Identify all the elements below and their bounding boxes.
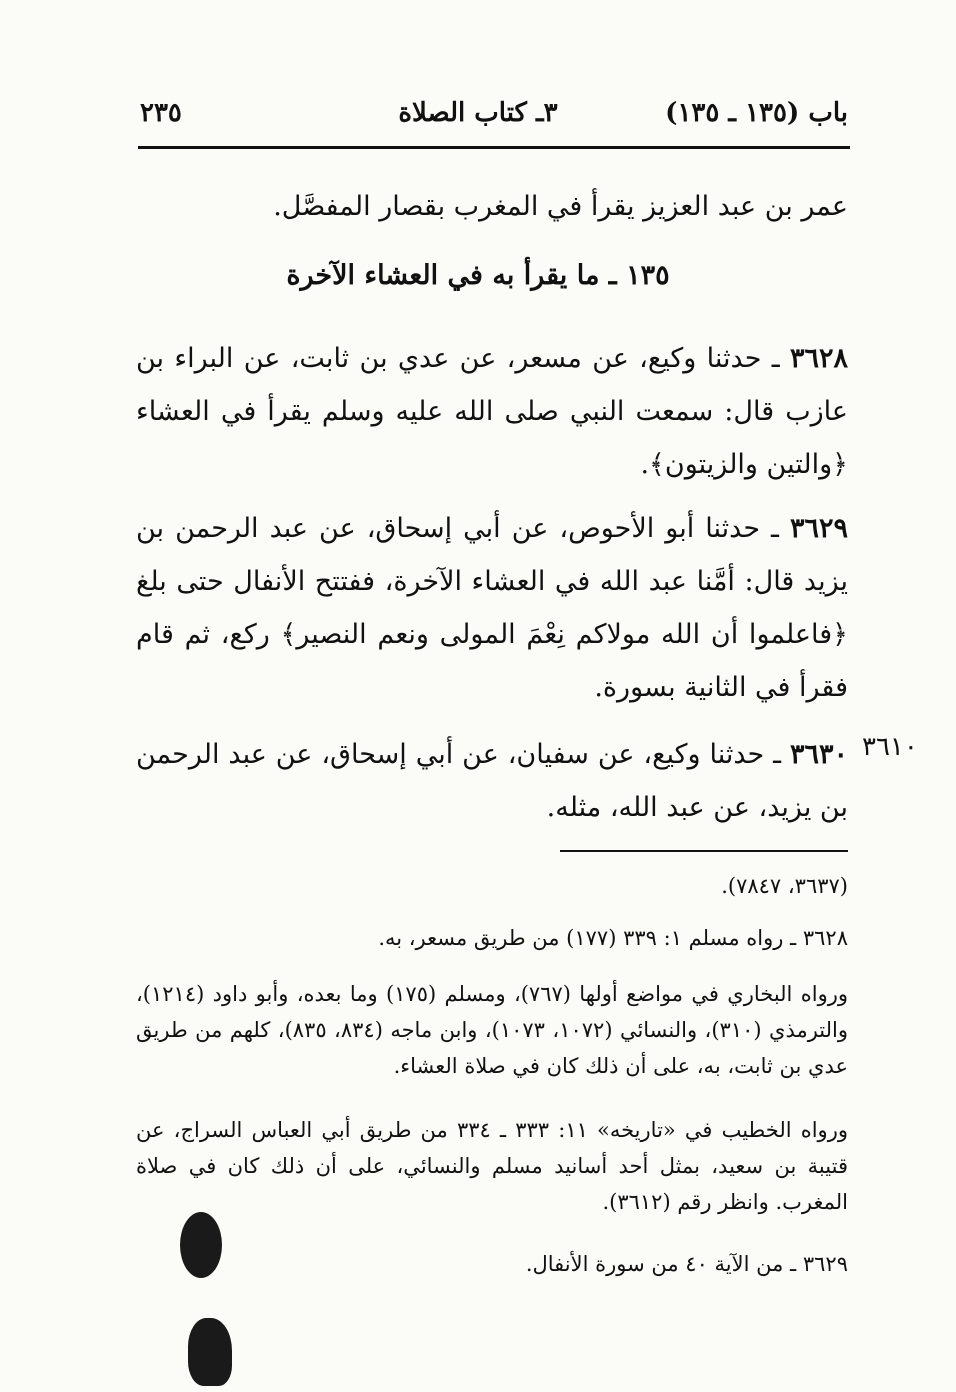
hadith-3630 xyxy=(136,728,848,834)
footnote-3628: ٣٦٢٨ ـ رواه مسلم ١: ٣٣٩ (١٧٧) من طريق مسعر، به. xyxy=(378,926,848,950)
footnote-carryover: (٣٦٣٧، ٧٨٤٧). xyxy=(721,874,848,898)
hadith-3629 xyxy=(136,502,848,714)
header-book-title: ٣ـ كتاب الصلاة xyxy=(398,98,558,128)
footnote-rule xyxy=(560,850,848,852)
footnote-khatib: ورواه الخطيب في «تاريخه» ١١: ٣٣٣ ـ ٣٣٤ من طريق أبي العباس السراج، عن قتيبة بن سعيد، بمثل أحد أسانيد مسلم والنسائي، على أن ذلك كان في صلاة المغرب. وانظر رقم (٣٦١٢). xyxy=(136,1118,848,1214)
hadith-number: ٣٦٢٨ xyxy=(789,343,848,374)
continuation-paragraph: عمر بن عبد العزيز يقرأ في المغرب بقصار المفصَّل. xyxy=(273,191,848,222)
margin-number: ٣٦١٠ xyxy=(862,732,918,762)
page-number: ٢٣٥ xyxy=(140,98,182,128)
footnote-3629: ٣٦٢٩ ـ من الآية ٤٠ من سورة الأنفال. xyxy=(525,1252,848,1276)
hadith-number: ٣٦٣٠ xyxy=(789,739,848,770)
hadith-number: ٣٦٢٩ xyxy=(789,513,848,544)
hadith-text: ـ حدثنا وكيع، عن سفيان، عن أبي إسحاق، عن عبد الرحمن بن يزيد، عن عبد الله، مثله. xyxy=(136,739,848,823)
footnote-3628-more: ورواه البخاري في مواضع أولها (٧٦٧)، ومسلم (١٧٥) وما بعده، وأبو داود (١٢١٤)، والترمذي (٣١٠)، والنسائي (١٠٧٢، ١٠٧٣)، وابن ماجه (٨٣٤، ٨٣٥)، كلهم من طريق عدي بن ثابت، به، على أن ذلك كان في صلاة العشاء. xyxy=(136,982,849,1078)
ink-blot xyxy=(180,1212,222,1278)
ink-blot xyxy=(188,1318,232,1386)
header-rule xyxy=(138,146,850,149)
header-chapter-range: باب (١٣٥ ـ ١٣٥) xyxy=(665,98,848,128)
chapter-heading: ١٣٥ ـ ما يقرأ به في العشاء الآخرة xyxy=(286,260,670,291)
hadith-text: ـ حدثنا أبو الأحوص، عن أبي إسحاق، عن عبد الرحمن بن يزيد قال: أمَّنا عبد الله في العشاء الآخرة، ففتتح الأنفال حتى بلغ ﴿فاعلموا أن الله مولاكم نِعْمَ المولى ونعم النصير﴾ ركع، ثم قام فقرأ في الثانية بسورة. xyxy=(136,513,848,703)
hadith-text: ـ حدثنا وكيع، عن مسعر، عن عدي بن ثابت، عن البراء بن عازب قال: سمعت النبي صلى الله عليه وسلم يقرأ في العشاء ﴿والتين والزيتون﴾. xyxy=(136,343,848,480)
hadith-3628 xyxy=(136,332,848,491)
